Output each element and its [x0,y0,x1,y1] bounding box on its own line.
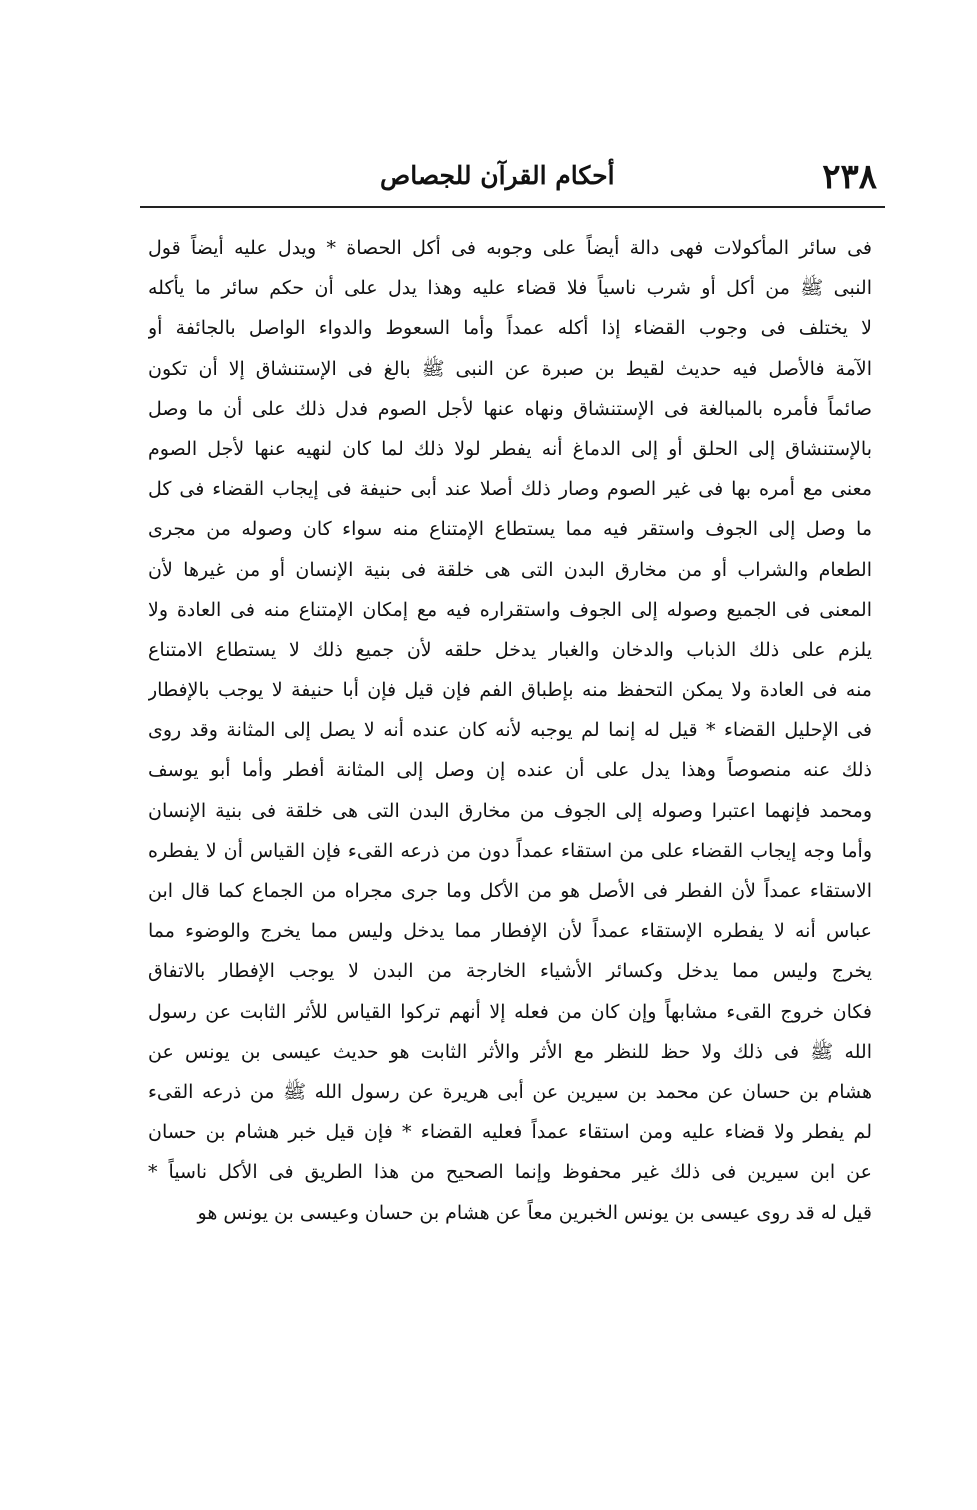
text-line: ذلك عنه منصوصاً وهذا يدل على أن عنده إن وصل إلى المثانة أفطر وأما أبو يوسف [148,759,872,782]
text-line: لا يختلف فى وجوب القضاء إذا أكله عمداً وأما السعوط والدواء الواصل بالجائفة أو [148,317,872,340]
text-line: يلزم على ذلك الذباب والدخان والغبار يدخل حلقه لأن جميع ذلك لا يستطاع الامتناع [148,638,872,661]
text-line: ومحمد فإنهما اعتبرا وصوله إلى الجوف من مخارق البدن التى هى خلقة فى بنية الإنسان [148,799,872,822]
text-line: الاستقاء عمداً لأن الفطر فى الأصل هو من الأكل وما جرى مجراه من الجماع كما قال ابن [148,880,872,902]
body-text [148,228,872,1233]
text-line: الطعام والشراب أو من مخارق البدن التى هى خلقة فى بنية الإنسان أو من غيرها لأن [148,558,872,581]
text-line: عن ابن سيرين فى ذلك غير محفوظ وإنما الصحيح من هذا الطريق فى الأكل ناسياً * [148,1161,872,1184]
running-title: أحكام القرآن للجصاص [380,161,615,190]
text-line: الله ﷺ فى ذلك ولا حظ للنظر مع الأثر والأثر الثابت هو حديث عيسى بن يونس عن [148,1040,872,1063]
text-line: بالإستنشاق إلى الحلق أو إلى الدماغ أنه يفطر لولا ذلك لما كان لنهيه عنها لأجل الصوم [148,437,872,460]
text-line: معنى مع أمره بها فى غير الصوم وصار ذلك أصلا عند أبى حنيفة فى إيجاب القضاء فى كل [148,478,872,501]
text-line: عباس أنه لا يفطره الإستقاء عمداً لأن الإفطار مما يدخل وليس مما يخرج والوضوء مما [148,920,872,943]
text-line: وأما وجه إيجاب القضاء على من استقاء عمداً دون من ذرعه القىء فإن القياس أن لا يفطره [148,839,872,862]
text-line: فى الإحليل القضاء * قيل له إنما لم يوجبه لأنه كان عنده أنه لا يصل إلى المثانة وقد روى [148,719,872,742]
text-line: منه فى العادة ولا يمكن التحفظ منه بإطباق الفم فإن قيل فإن أبا حنيفة لا يوجب بالإفطار [148,679,872,702]
page-header [140,152,885,202]
text-line: النبى ﷺ من أكل أو شرب ناسياً فلا قضاء عليه وهذا يدل على أن حكم سائر ما يأكله [148,277,872,300]
text-line: صائماً فأمره بالمبالغة فى الإستنشاق ونهاه عنها لأجل الصوم فدل ذلك على أن ما وصل [148,397,872,420]
page-number: ٢٣٨ [822,157,877,197]
text-line: قيل له قد روى عيسى بن يونس الخبرين معاً عن هشام بن حسان وعيسى بن يونس هو [197,1201,872,1224]
text-line: هشام بن حسان عن محمد بن سيرين عن أبى هريرة عن رسول الله ﷺ من ذرعه القىء [148,1080,872,1103]
text-line: يخرج وليس مما يدخل وكسائر الأشياء الخارجة من البدن لا يوجب الإفطار بالاتفاق [148,960,872,983]
text-line: ما وصل إلى الجوف واستقر فيه مما يستطاع الإمتناع منه سواء كان وصوله من مجرى [148,518,872,541]
text-line: المعنى فى الجميع وصوله إلى الجوف واستقراره فيه مع إمكان الإمتناع منه فى العادة ولا [148,598,872,621]
text-line: الآمة فالأصل فيه حديث لقيط بن صبرة عن النبى ﷺ بالغ فى الإستنشاق إلا أن تكون [148,357,872,380]
text-line: فى سائر المأكولات فهى دالة أيضاً على وجوبه فى أكل الحصاة * ويدل عليه أيضاً قول [148,237,872,259]
header-rule [140,206,885,208]
text-line: فكان خروج القىء مشابهاً وإن كان من فعله إلا أنهم تركوا القياس للأثر الثابت عن رسول [148,1000,872,1023]
text-line: لم يفطر ولا قضاء عليه ومن استقاء عمداً فعليه القضاء * فإن قيل خبر هشام بن حسان [148,1121,872,1144]
